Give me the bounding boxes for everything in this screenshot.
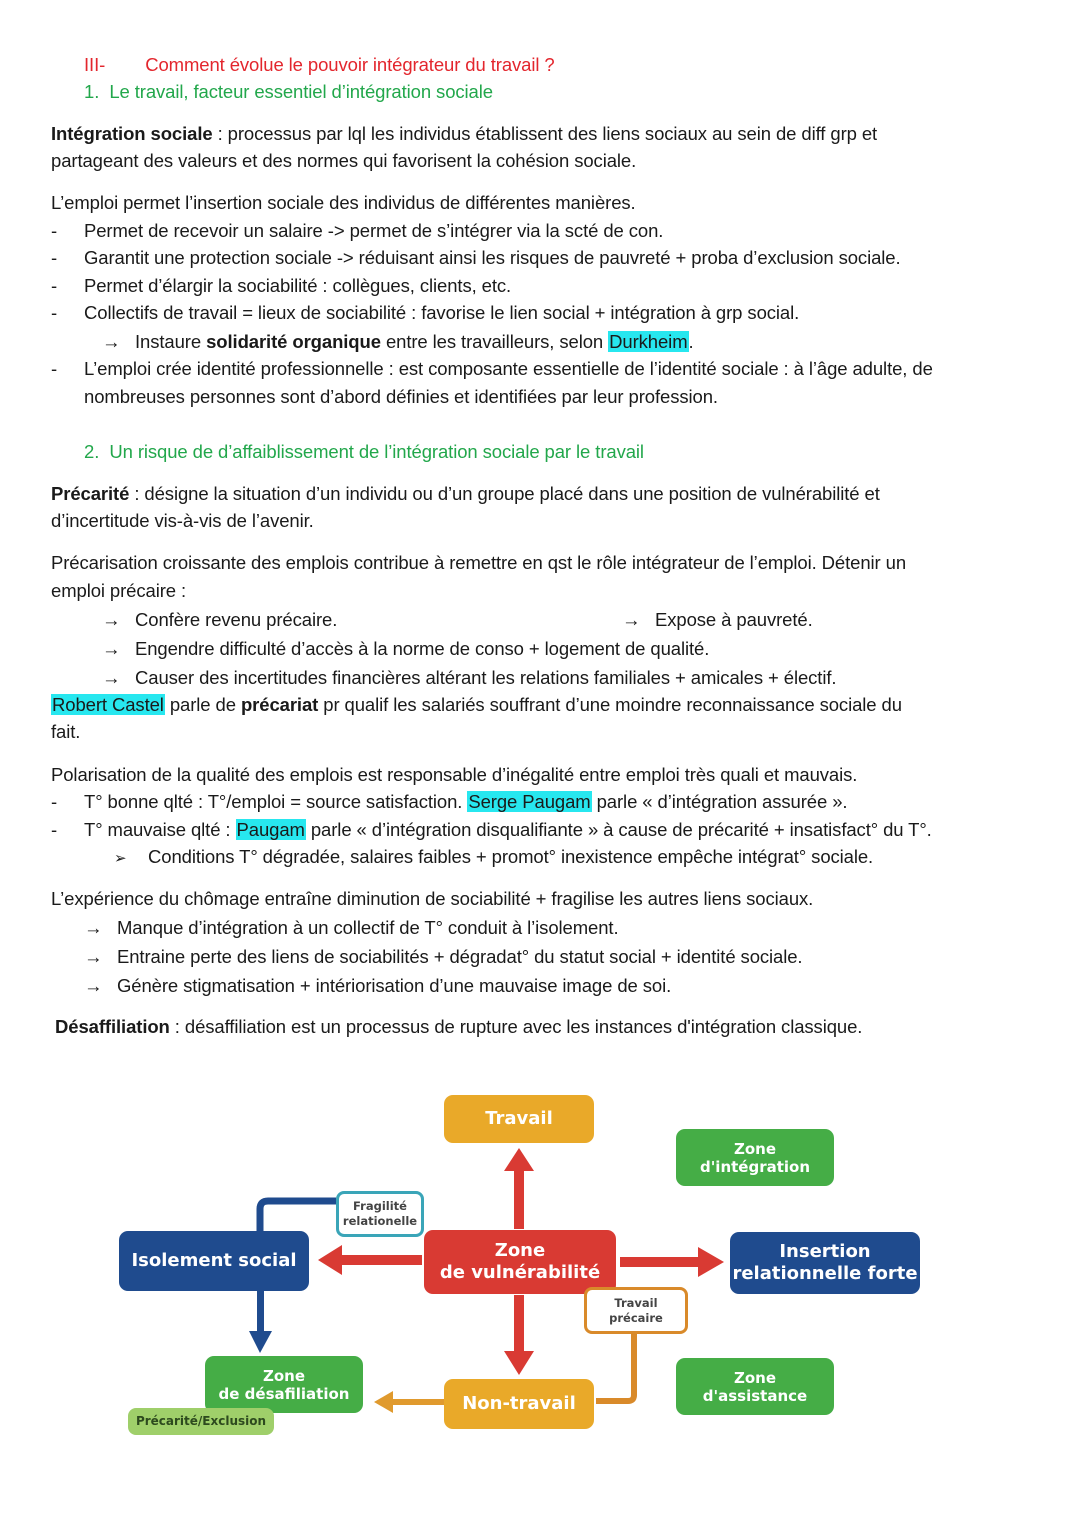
- node-label: Non-travail: [462, 1393, 576, 1415]
- highlight-paugam: Paugam: [236, 819, 305, 840]
- arrow-text: Causer des incertitudes financières altérant les relations familiales + amicales + électif.: [135, 667, 837, 688]
- definition-text: : désaffiliation est un processus de rupture avec les instances d'intégration classique.: [169, 1016, 863, 1037]
- bullet-text: Permet de recevoir un salaire -> permet de s’intégrer via la scté de con.: [84, 220, 664, 241]
- bullet-item: [51, 788, 57, 815]
- arrow-right-icon: →: [84, 975, 103, 996]
- arrow-text: Expose à pauvreté.: [655, 609, 813, 630]
- text: parle « d’intégration disqualifiante » à cause de précarité + insatisfact° du T°.: [305, 819, 932, 840]
- arrow-right-icon: →: [102, 638, 121, 659]
- arrow-right-icon: →: [84, 946, 103, 967]
- section-title: Comment évolue le pouvoir intégrateur du travail ?: [145, 54, 555, 75]
- term-precariat: précariat: [240, 694, 319, 715]
- bullet-text: Garantit une protection sociale -> réduisant ainsi les risques de pauvreté + proba d’exclusion sociale.: [84, 247, 901, 268]
- term-desaffiliation: Désaffiliation: [55, 1016, 170, 1037]
- node-label: Insertion: [779, 1241, 871, 1263]
- node-label: d'intégration: [699, 1157, 811, 1176]
- arrow-text: Génère stigmatisation + intériorisation d’une mauvaise image de soi.: [117, 975, 672, 996]
- arrow-text: Manque d’intégration à un collectif de T° conduit à l’isolement.: [117, 917, 619, 938]
- arrow-item: [622, 606, 813, 633]
- node-non-travail: [444, 1379, 594, 1429]
- arrow-right-icon: →: [102, 609, 121, 630]
- bullet-item: [51, 217, 57, 244]
- label-travail-precaire: [584, 1287, 688, 1334]
- arrow-item: [84, 943, 802, 970]
- node-zone-desafiliation: [205, 1356, 363, 1413]
- bullet-text: Collectifs de travail = lieux de sociabilité : favorise le lien social + intégration à grp social.: [84, 302, 800, 323]
- text: Instaure: [135, 331, 207, 352]
- node-label: de vulnérabilité: [439, 1262, 601, 1283]
- label-text: Travail: [614, 1295, 658, 1310]
- label-fragilite-relationelle: [336, 1191, 424, 1237]
- text: pr qualif les salariés souffrant d’une moindre reconnaissance sociale du: [318, 694, 902, 715]
- castel-zones-diagram: [110, 1085, 940, 1445]
- arrow-text: Confère revenu précaire.: [135, 609, 338, 630]
- term-integration-sociale: Intégration sociale: [51, 123, 213, 144]
- part2-title: Un risque de d’affaiblissement de l’intégration sociale par le travail: [109, 441, 644, 462]
- label-text: Fragilité: [353, 1199, 407, 1214]
- arrow-right-icon: →: [102, 667, 121, 688]
- arrow-item: [84, 972, 671, 999]
- node-label: d'assistance: [702, 1386, 808, 1405]
- definition-text: : désigne la situation d’un individu ou d’un groupe placé dans une position de vulnérabilité et: [129, 483, 880, 504]
- label-text: précaire: [609, 1310, 663, 1325]
- emploi-intro: L’emploi permet l’insertion sociale des individus de différentes manières.: [51, 192, 636, 213]
- part2-heading: [84, 438, 644, 465]
- arrow-right-icon: →: [102, 331, 121, 352]
- precarisation-text: Précarisation croissante des emplois contribue à remettre en qst le rôle intégrateur de l’emploi. Détenir un: [51, 552, 907, 573]
- bullet-item: [51, 355, 57, 382]
- node-label: Zone: [733, 1368, 777, 1387]
- section-number: III-: [84, 54, 106, 75]
- bullet-text: Permet d’élargir la sociabilité : collègues, clients, etc.: [84, 275, 512, 296]
- text: T° mauvaise qlté :: [84, 819, 236, 840]
- definition-desaffiliation: [55, 1013, 862, 1040]
- precarisation-text-cont: emploi précaire :: [51, 580, 187, 601]
- arrow-right-icon: →: [84, 917, 103, 938]
- part1-heading: [84, 78, 493, 105]
- text: parle de: [164, 694, 241, 715]
- definition-integration: [51, 120, 877, 147]
- text: entre les travailleurs, selon: [380, 331, 609, 352]
- arrow-text: Entraine perte des liens de sociabilités + dégradat° du statut social + identité sociale.: [117, 946, 803, 967]
- node-insertion-relationnelle-forte: [730, 1232, 920, 1294]
- highlight-robert-castel: Robert Castel: [52, 694, 164, 715]
- definition-precarite-cont: d’incertitude vis-à-vis de l’avenir.: [51, 510, 314, 531]
- node-label: de désafiliation: [218, 1384, 350, 1403]
- arrow-item: [102, 606, 337, 633]
- dash-bullet-icon: -: [51, 302, 58, 323]
- part1-title: Le travail, facteur essentiel d’intégration sociale: [109, 81, 493, 102]
- node-label: Zone: [494, 1240, 546, 1262]
- chevron-bullet-icon: ➢: [114, 850, 127, 867]
- bullet-bonne-qualite: [84, 788, 847, 815]
- chevron-item: [114, 843, 873, 872]
- dash-bullet-icon: -: [51, 819, 58, 840]
- chevron-text: Conditions T° dégradée, salaires faibles + promot° inexistence empêche intégrat° sociale.: [148, 846, 874, 867]
- arrow-text: Engendre difficulté d’accès à la norme de conso + logement de qualité.: [135, 638, 710, 659]
- node-label: Travail: [485, 1108, 553, 1130]
- definition-integration-cont: partageant des valeurs et des normes qui favorisent la cohésion sociale.: [51, 150, 637, 171]
- dash-bullet-icon: -: [51, 275, 58, 296]
- sub-arrow-durkheim: [102, 328, 694, 355]
- text: T° bonne qlté : T°/emploi = source satisfaction.: [84, 791, 468, 812]
- node-zone-integration: [676, 1129, 834, 1186]
- section-heading: [84, 51, 555, 78]
- node-label: Isolement social: [131, 1250, 297, 1272]
- node-label: Zone: [733, 1139, 777, 1158]
- bullet-item: [51, 816, 57, 843]
- term-solidarite-organique: solidarité organique: [206, 331, 381, 352]
- label-precarite-exclusion: [128, 1408, 274, 1435]
- label-text: Précarité/Exclusion: [135, 1414, 267, 1429]
- bullet-mauvaise-qualite: [84, 816, 932, 843]
- bullet-item: [51, 272, 57, 299]
- label-text: relationelle: [342, 1214, 418, 1228]
- definition-text: : processus par lql les individus établissent des liens sociaux au sein de diff grp et: [212, 123, 878, 144]
- node-zone-vulnerabilite: [424, 1230, 616, 1294]
- definition-precarite: [51, 480, 880, 507]
- highlight-durkheim: Durkheim: [609, 331, 688, 352]
- node-isolement-social: [119, 1231, 309, 1291]
- part1-number: 1.: [84, 81, 100, 102]
- arrow-item: [102, 635, 709, 662]
- text: .: [688, 331, 694, 352]
- bullet-text-cont: nombreuses personnes sont d’abord définies et identifiées par leur profession.: [84, 386, 718, 407]
- arrow-item: [84, 914, 618, 941]
- node-zone-assistance: [676, 1358, 834, 1415]
- dash-bullet-icon: -: [51, 358, 58, 379]
- text: parle « d’intégration assurée ».: [591, 791, 848, 812]
- bullet-text: L’emploi crée identité professionnelle : est composante essentielle de l’identité sociale : à l’âge adulte, de: [84, 358, 933, 379]
- bullet-item: [51, 299, 57, 326]
- term-precarite: Précarité: [51, 483, 130, 504]
- arrow-item: [102, 664, 836, 691]
- castel-paragraph: [51, 691, 902, 718]
- dash-bullet-icon: -: [51, 791, 58, 812]
- node-label: Zone: [262, 1366, 306, 1385]
- part2-number: 2.: [84, 441, 100, 462]
- bullet-item: [51, 244, 57, 271]
- polarisation-text: Polarisation de la qualité des emplois est responsable d’inégalité entre emploi très quali et mauvais.: [51, 764, 858, 785]
- chomage-text: L’expérience du chômage entraîne diminution de sociabilité + fragilise les autres liens sociaux.: [51, 888, 814, 909]
- node-label: relationnelle forte: [732, 1263, 918, 1284]
- node-travail: [444, 1095, 594, 1143]
- dash-bullet-icon: -: [51, 247, 58, 268]
- castel-paragraph-cont: fait.: [51, 721, 81, 742]
- dash-bullet-icon: -: [51, 220, 58, 241]
- arrow-right-icon: →: [622, 609, 641, 630]
- highlight-serge-paugam: Serge Paugam: [468, 791, 591, 812]
